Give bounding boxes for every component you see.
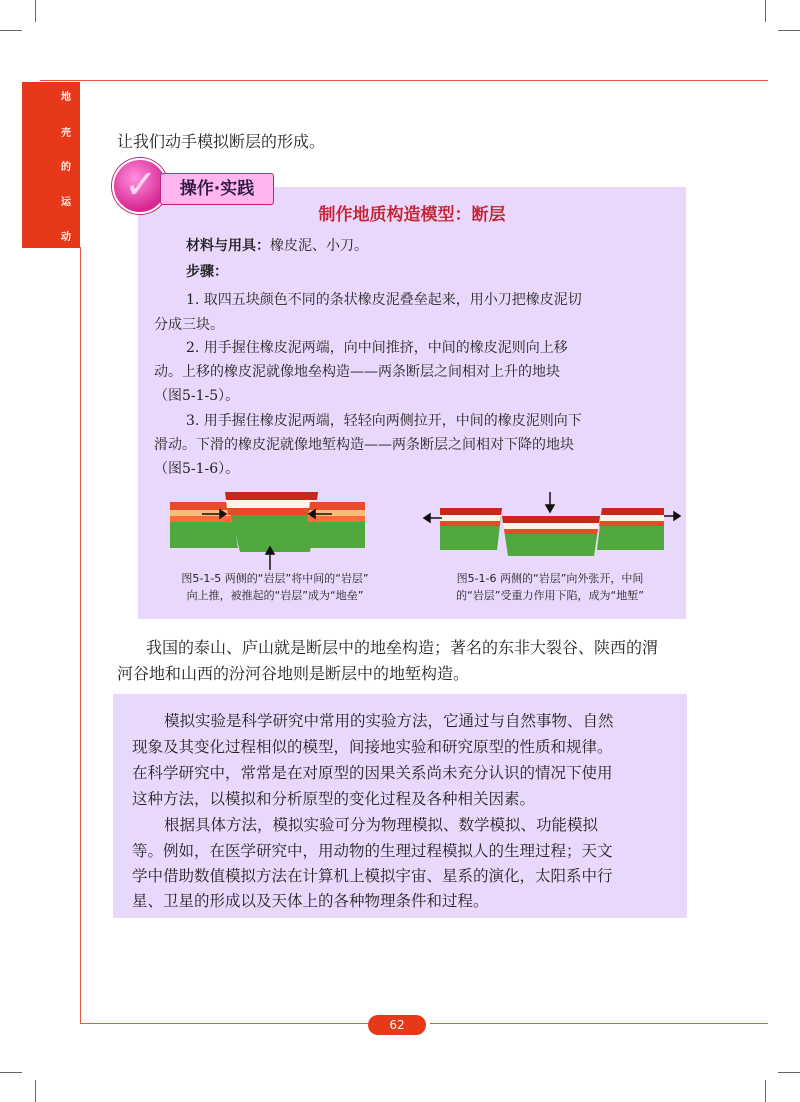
step-line: （图5-1-6）。: [154, 461, 240, 477]
footer-rule: [80, 1023, 380, 1024]
materials-text: 橡皮泥、小刀。: [270, 238, 368, 254]
info-line: 学中借助数值模拟方法在计算机上模拟宇宙、星系的演化，太阳系中行: [132, 867, 613, 885]
step-line: 滑动。下滑的橡皮泥就像地堑构造——两条断层之间相对下降的地块: [154, 437, 574, 453]
materials-line: [186, 236, 368, 256]
step-line: 动。上移的橡皮泥就像地垒构造——两条断层之间相对上升的地块: [154, 364, 560, 380]
middle-block: [502, 516, 600, 556]
right-block: [597, 508, 664, 550]
chapter-char: 动: [61, 232, 71, 243]
header-rule: [40, 80, 768, 81]
crop-mark: [778, 1072, 800, 1073]
crop-mark: [35, 1080, 36, 1102]
caption-line: 图5-1-6 两侧的“岩层”向外张开，中间: [456, 572, 644, 585]
caption-line: 图5-1-5 两侧的“岩层”将中间的“岩层”: [181, 572, 369, 585]
left-block: [440, 508, 502, 550]
step-line: 3. 用手握住橡皮泥两端，轻轻向两侧拉开，中间的橡皮泥则向下: [186, 413, 582, 429]
horst-figure: [160, 480, 375, 575]
step-line: 2. 用手握住橡皮泥两端，向中间推挤，中间的橡皮泥则向上移: [186, 340, 568, 356]
step-line: 1. 取四五块颜色不同的条状橡皮泥叠垒起来，用小刀把橡皮泥切: [186, 292, 582, 308]
info-line: 根据具体方法，模拟实验可分为物理模拟、数学模拟、功能模拟: [164, 816, 599, 834]
graben-figure: [422, 488, 682, 568]
middle-block: [225, 492, 318, 552]
step-line: 分成三块。: [154, 317, 224, 333]
body-line: 河谷地和山西的汾河谷地则是断层中的地堑构造。: [117, 664, 470, 683]
info-line: 模拟实验是科学研究中常用的实验方法，它通过与自然事物、自然: [164, 712, 614, 730]
chapter-char: 壳: [61, 128, 71, 139]
crop-mark: [0, 1072, 22, 1073]
info-line: 等。例如，在医学研究中，用动物的生理过程模拟人的生理过程；天文: [132, 842, 613, 860]
figure-caption: [150, 570, 400, 604]
checkmark-icon: ✓: [124, 162, 158, 208]
chapter-char: 地: [61, 92, 71, 103]
crop-mark: [765, 0, 766, 22]
steps-label: 步骤：: [186, 264, 228, 280]
right-block: [305, 502, 365, 548]
figure-caption: [425, 570, 675, 604]
chapter-char: 的: [61, 162, 71, 173]
margin-rule: [80, 247, 81, 1024]
info-line: 在科学研究中，常常是在对原型的因果关系尚未充分认识的情况下使用: [132, 764, 613, 782]
info-line: 星、卫星的形成以及天体上的各种物理条件和过程。: [132, 892, 489, 910]
chapter-char: 运: [61, 197, 71, 208]
activity-label: 操作·实践: [160, 173, 274, 205]
crop-mark: [35, 0, 36, 22]
crop-mark: [778, 30, 800, 31]
crop-mark: [765, 1080, 766, 1102]
crop-mark: [0, 30, 22, 31]
intro-text: 让我们动手模拟断层的形成。: [117, 132, 326, 151]
footer-rule: [430, 1023, 768, 1024]
step-line: （图5-1-5）。: [154, 388, 240, 404]
info-line: 这种方法，以模拟和分析原型的变化过程及各种相关因素。: [132, 790, 536, 808]
materials-label: 材料与用具：: [186, 238, 270, 254]
info-line: 现象及其变化过程相似的模型，间接地实验和研究原型的性质和规律。: [132, 738, 613, 756]
page-number: 62: [368, 1015, 426, 1035]
body-line: 我国的泰山、庐山就是断层中的地垒构造；著名的东非大裂谷、陕西的渭: [146, 638, 659, 657]
activity-title: 制作地质构造模型：断层: [318, 205, 506, 225]
caption-line: 的“岩层”受重力作用下陷，成为“地堑”: [456, 589, 644, 602]
caption-line: 向上推，被推起的“岩层”成为“地垒”: [186, 589, 364, 602]
